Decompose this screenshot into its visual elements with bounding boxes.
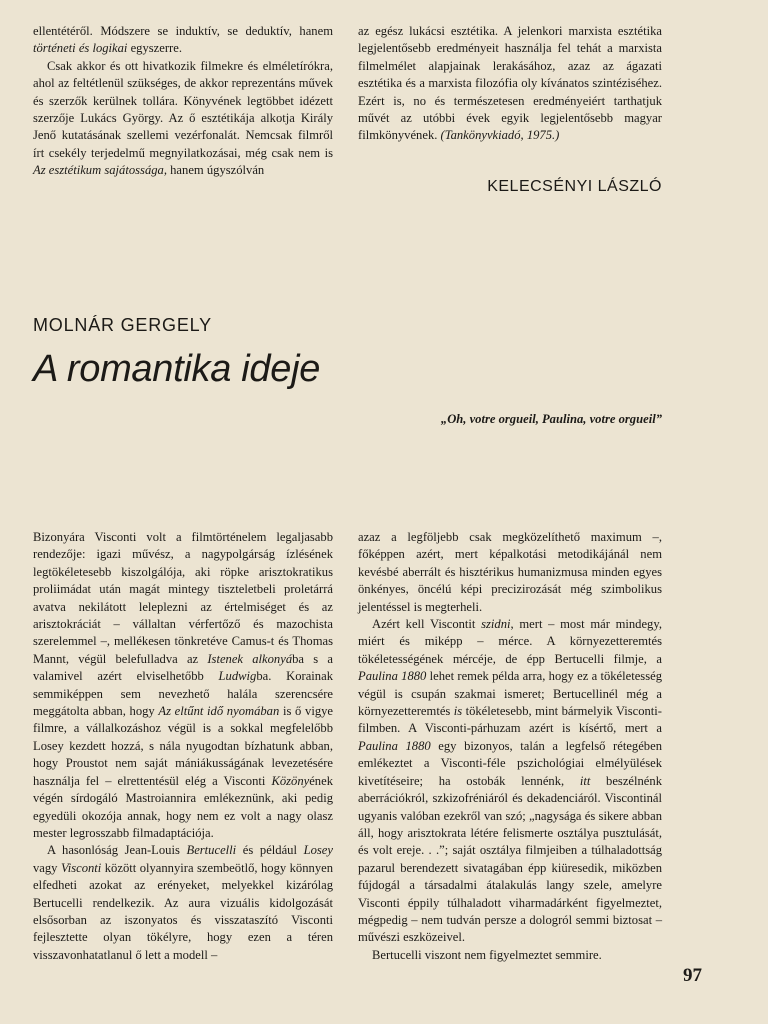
review-byline: KELECSÉNYI LÁSZLÓ [487,178,662,195]
article-title: A romantika ideje [33,348,321,390]
italic-run: (Tankönyvkiadó, 1975.) [440,128,560,143]
italic-run: Ludwig [218,669,257,684]
italic-run: Istenek alkonyá [207,651,293,666]
text-run: ének végén sírdogáló Mastroiannira emlékeznünk, aki pedig egyedüli okozója annak, hogy nem ez volt a nagy olasz mester legrosszabb filmadaptációja. [33,773,333,840]
italic-run: Losey [303,843,333,858]
italic-run: szidni [481,617,511,632]
text-run: egy bizonyos, talán a legfelső rétegében emlékeztet a Visconti-féle pszichológiai elmélyülések kivetítéseire; ha ostobák lennénk, [358,738,662,788]
article-author: MOLNÁR GERGELY [33,315,212,335]
paragraph [33,23,333,58]
paragraph [358,947,662,964]
article-column-right [358,529,662,964]
paragraph [33,529,333,842]
text-run: az egész lukácsi esztétika. A jelenkori marxista esztétika legjelentősebb eredményeit használja fel tehát a marxista filmelmélet alapjainak lerakásához, azaz az ágazati esztétika és a marxista filozófia oly kívánatos szintéziséhez. Ezért is, no és természetesen eredményeiért tarthatjuk művét az utóbbi évek egyik legjelentősebb magyar filmkönyvének. [358,24,662,143]
review-column-right [358,23,662,145]
text-run: tökéletesebb, mint bármelyik Visconti-filmben. A Visconti-párhuzam azért is kísértő, mert a [358,704,662,736]
review-column-left [33,23,333,180]
text-run: vagy [33,860,61,875]
paragraph [358,616,662,947]
text-run: Csak akkor és ott hivatkozik filmekre és elméletírókra, ahol az feltétlenül szükséges, de akkor reprezentáns művek és szerzők kerülnek tollára. Könyvének legtöbbet idézett szerzője Lukács György. Az ő esztétikája alkotja Király Jenő kutatásának szellemi vezérfonalát. Nemcsak filmről írt csekély terjedelmű megnyilatkozásai, még csak nem is [33,58,333,160]
italic-run: is [453,704,463,719]
paragraph [358,23,662,145]
italic-run: Paulina 1880 [358,738,431,753]
text-run: beszélnénk aberrációkról, szkizofréniáról és dekadenciáról. Viscontinál ugyanis valóban ezekről van szó; „nagysága és sikere abban áll, hogy arisztokrata létére felismerte osztálya pusztulását, és volt ereje. . .”; saját osztálya filmjeiben a túlhaladottság pazarul berendezett sivatagában épp kiüresedik, miközben fújdogál a társadalmi átalakulás langy szele, amelyre Visconti éppily túlhaladott viharmadárként figyelmeztet, mégpedig – nem tudván persze a dologról semmi biztosat – művészi eszközeivel. [358,773,662,945]
text-run: Bertucelli viszont nem figyelmeztet semmire. [372,947,602,962]
italic-run: Visconti [60,860,102,875]
paragraph [33,58,333,180]
italic-run: Közöny [271,773,310,788]
italic-run: Az esztétikum sajátossága, [33,163,167,178]
text-run: ba. Korainak semmiképpen sem nevezhető halála szerencsére meggátolta abban, hogy [33,669,333,719]
italic-run: Az eltűnt idő nyomában [158,704,280,719]
text-run: lehet remek példa arra, hogy ez a tökéletesség végül is csupán szakmai ismeret; Bertucellinél még a környezetteremtés [358,669,662,719]
italic-run: itt [579,773,591,788]
text-run: ellentétéről. Módszere se induktív, se deduktív, hanem [33,24,333,38]
text-run: ba s a valamivel azért elviselhetőbb [33,651,333,684]
article-column-left [33,529,333,964]
text-run: között olyannyira szembeötlő, hogy könnyen elfedheti azokat az erényeket, melyekkel kizárólag Bertucelli rendelkezik. Az aura vizuális kidolgozását elsősorban az iszonyatos és visszataszító Visconti fejlesztette olyan tökélyre, hogy ezen a téren visszavonhatatlanul ő lett a modell – [33,860,333,962]
text-run: Azért kell Viscontit [372,617,482,632]
text-run: A hasonlóság Jean-Louis [47,843,187,858]
text-run: Bizonyára Visconti volt a filmtörténelem legaljasabb rendezője: igazi művész, a nagypolgárság ízlésének legtökéletesebb kiszolgálója, aki röpke arisztokratikus proliimádat után magát mintegy tiszteletbeli proletárrá avatva nekilátott leleplezni az értelmiséget és az arisztokráciát – vállaltan vérfertőző és mazochista szerelemmel –, mellékesen tönkretéve Camus-t és Thomas Mannt, végül belefulladva az [33,530,333,666]
text-run: is ő vigye filmre, a vállalkozáshoz végül is a sokkal megfelelőbb Losey kezdett hozzá, s nála nyugodtan bízhatunk abban, hogy Proustot nem saját mániákusságának levezetésére használja fel – elrettentésül elég a Visconti [33,704,333,788]
paragraph [33,842,333,964]
italic-run: Paulina 1880 [358,669,427,684]
italic-run: történeti és logikai [33,41,128,56]
text-run: és például [236,843,304,858]
paragraph [358,529,662,616]
page-number: 97 [683,965,702,986]
text-run: egyszerre. [127,41,182,56]
article-motto: „Oh, votre orgueil, Paulina, votre orgueil” [440,412,662,426]
italic-run: Bertucelli [186,843,237,858]
text-run: , mert – most már mindegy, miért és miképp – mérce. A környezetteremtés tökéletességének mércéje, de épp Bertucelli filmje, a [358,617,662,666]
text-run: azaz a legföljebb csak megközelíthető maximum –, főképpen azért, mert képalkotási metodikájánál nem kevésbé aberrált és hisztérikus humanizmusa minden egyes önkényes, öncélú képi precizirozását még szimbolikus jelentéssel is megterheli. [358,530,662,614]
text-run: hanem úgyszólván [166,163,265,178]
